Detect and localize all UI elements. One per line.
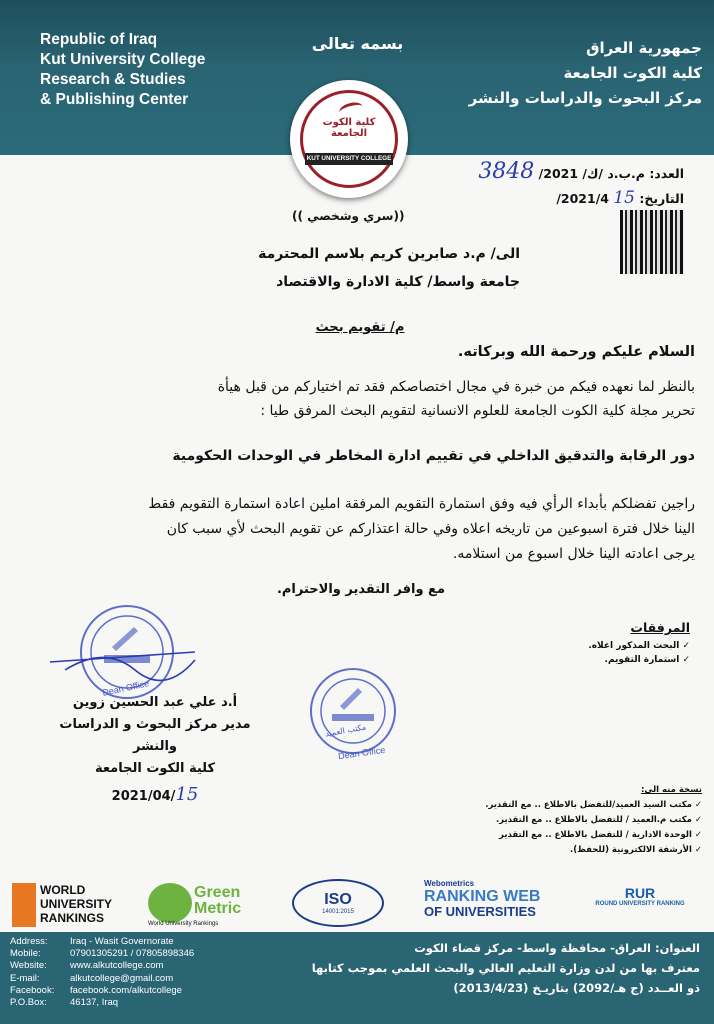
footer-arabic <box>312 938 700 998</box>
footer-contact-row <box>10 948 194 960</box>
attachment-item: ✓ البحث المذكور اعلاه. <box>540 639 690 653</box>
stamp-right-label: Dean Office <box>337 744 386 762</box>
copies-block <box>470 783 702 858</box>
contact-label: E-mail: <box>10 972 40 984</box>
signatory-title: مدير مركز البحوث و الدراسات والنشر <box>59 717 251 754</box>
footer-contact-row <box>10 960 194 972</box>
greeting: السلام عليكم ورحمة الله وبركاته. <box>457 344 695 360</box>
reference-number <box>424 160 684 186</box>
stamp-right-arabic: مكتب العميد <box>324 722 367 739</box>
reference-date <box>424 186 684 211</box>
contact-value: facebook.com/alkutcollege <box>70 984 182 996</box>
iso-text: ISO <box>324 891 352 908</box>
footer-ar-line: ذو العــدد (ج هـ/2092) بتاريـخ (2013/4/23) <box>453 981 700 995</box>
recipient-block <box>200 240 520 296</box>
rur-subtitle: ROUND UNIVERSITY RANKING <box>595 901 685 907</box>
intro-paragraph <box>20 375 695 423</box>
metric-word: Metric <box>194 900 242 917</box>
letterhead-english <box>40 30 205 110</box>
subject-line: م/ تقويم بحث <box>315 320 405 335</box>
contact-value: Iraq - Wasit Governorate <box>70 936 174 947</box>
header-ar-line: كلية الكوت الجامعة <box>563 64 702 82</box>
header-ar-line: جمهورية العراق <box>586 39 702 57</box>
stamp-icon <box>312 670 394 752</box>
footer-contact-row <box>10 936 194 948</box>
qs-line: WORLD <box>40 883 86 897</box>
intro-line: تحرير مجلة كلية الكوت الجامعة للعلوم الانسانية لتقويم البحث المرفق طيا : <box>260 403 695 419</box>
signature-date-handwritten: 15 <box>175 784 199 805</box>
qs-icon <box>12 883 36 927</box>
rur-text: RUR <box>624 885 656 901</box>
contact-label: Address: <box>10 936 48 947</box>
reference-block <box>424 160 684 211</box>
reference-date-label: التاريخ: <box>639 191 684 206</box>
official-stamp-right <box>310 668 396 754</box>
signatory-name: أ.د علي عبد الحسين زوين <box>72 695 238 710</box>
logo-arabic-text: كلية الكوت الجامعة <box>322 117 376 139</box>
signature-date-printed: 2021/04/ <box>111 789 176 804</box>
reference-date-value: 2021/4/ <box>556 191 609 206</box>
contact-label: P.O.Box: <box>10 997 47 1009</box>
rur-logo <box>578 885 702 923</box>
header-en-line: Kut University College <box>40 51 206 68</box>
attachments-block <box>540 620 690 667</box>
greenmetric-logo <box>148 881 273 929</box>
iso-subtitle: 14001:2015 <box>322 909 354 915</box>
reference-date-handwritten: 15 <box>613 188 635 208</box>
request-line: راجين تفضلكم بأبداء الرأي فيه وفق استمارة التقويم المرفقة املين اعادة استمارة التقويم فقط <box>148 496 695 512</box>
basmala: بسمه تعالى <box>311 34 404 53</box>
request-paragraph <box>20 492 695 567</box>
header-en-line: Republic of Iraq <box>40 31 158 48</box>
qs-line: RANKINGS <box>40 911 105 925</box>
footer-contact-row <box>10 997 194 1009</box>
greenmetric-subtitle: World University Rankings <box>148 921 219 927</box>
closing: مع وافر التقدير والاحترام. <box>276 582 445 597</box>
request-line: الينا خلال فترة اسبوعين من تاريخه اعلاه وفي حالة اعتذاركم عن تقويم البحث لأي سبب كان <box>166 521 695 537</box>
footer-ar-line: العنوان: العراق- محافظة واسط- مركز قضاء الكوت <box>414 941 700 955</box>
reference-number-handwritten: 3848 <box>478 159 535 184</box>
contact-label: Facebook: <box>10 984 55 996</box>
footer <box>0 932 714 1024</box>
recipient-institution: جامعة واسط/ كلية الادارة والاقتصاد <box>276 274 520 290</box>
contact-value: 07901305291 / 07805898346 <box>70 948 195 960</box>
of-universities-text: OF UNIVERSITIES <box>424 904 536 919</box>
research-title: دور الرقابة والتدقيق الداخلي في تقييم ادارة المخاطر في الوحدات الحكومية <box>172 448 695 464</box>
qs-line: UNIVERSITY <box>40 897 113 911</box>
copy-item: ✓ مكتب السيد العميد/للتفضل بالاطلاع .. مع التقدير. <box>470 798 702 813</box>
contact-label: Website: <box>10 960 47 972</box>
letterhead-arabic <box>469 36 702 111</box>
reference-number-label: العدد: م.ب.د /ك/ 2021/ <box>538 166 684 181</box>
header-ar-line: مركز البحوث والدراسات والنشر <box>468 89 702 107</box>
webometrics-label: Webometrics <box>424 879 475 888</box>
signature-block <box>40 692 270 808</box>
greenmetric-text <box>194 885 241 917</box>
logo-ring <box>300 90 398 188</box>
copy-item: ✓ الأرشفة الالكترونية (للحفظ). <box>470 843 702 858</box>
contact-value: www.alkutcollege.com <box>70 960 164 972</box>
qr-code-icon <box>620 210 684 274</box>
stamp-left-label: Dean Office <box>101 678 150 698</box>
header-en-line: & Publishing Center <box>40 91 189 108</box>
qs-rankings-logo <box>12 883 134 927</box>
leaf-icon <box>148 883 192 923</box>
recipient-name: الى/ م.د صابرين كريم بلاسم المحترمة <box>258 246 520 262</box>
college-logo <box>290 80 408 198</box>
copies-title: نسخة منه الى: <box>640 785 702 795</box>
copy-item: ✓ الوحدة الادارية / للتفضل بالاطلاع .. مع التقدير <box>470 828 702 843</box>
qs-text <box>40 883 112 925</box>
signature-date <box>40 784 270 808</box>
confidential-label: ((سري وشخصي )) <box>292 209 405 223</box>
attachments-list <box>540 639 690 667</box>
green-word: Green <box>194 884 241 901</box>
contact-value: 46137, Iraq <box>70 997 119 1009</box>
ranking-web-text: RANKING WEB <box>424 888 541 905</box>
footer-contact-row <box>10 973 194 985</box>
request-line: يرجى اعادته الينا خلال اسبوع من استلامه. <box>452 546 695 562</box>
webometrics-logo <box>424 879 559 929</box>
footer-contact-row <box>10 985 194 997</box>
attachments-title: المرفقات <box>630 620 690 635</box>
attachment-item: ✓ استمارة التقويم. <box>540 653 690 667</box>
copies-list <box>470 798 702 858</box>
copy-item: ✓ مكتب م.العميد / للتفضل بالاطلاع .. مع التقدير. <box>470 813 702 828</box>
logo-english-band: KUT UNIVERSITY COLLEGE <box>305 153 393 165</box>
footer-ar-line: معترف بها من لدن وزارة التعليم العالي والبحث العلمي بموجب كتابها <box>311 961 700 975</box>
signatory-college: كلية الكوت الجامعة <box>94 761 216 776</box>
rankings-strip <box>0 875 714 935</box>
contact-label: Mobile: <box>10 948 41 960</box>
header-en-line: Research & Studies <box>40 71 186 88</box>
iso-logo <box>292 879 384 927</box>
contact-value: alkutcollege@gmail.com <box>70 972 174 984</box>
intro-line: بالنظر لما نعهده فيكم من خبرة في مجال اختصاصكم فقد تم اختياركم من قبل هيأة <box>217 379 695 395</box>
footer-contacts <box>10 936 194 1009</box>
